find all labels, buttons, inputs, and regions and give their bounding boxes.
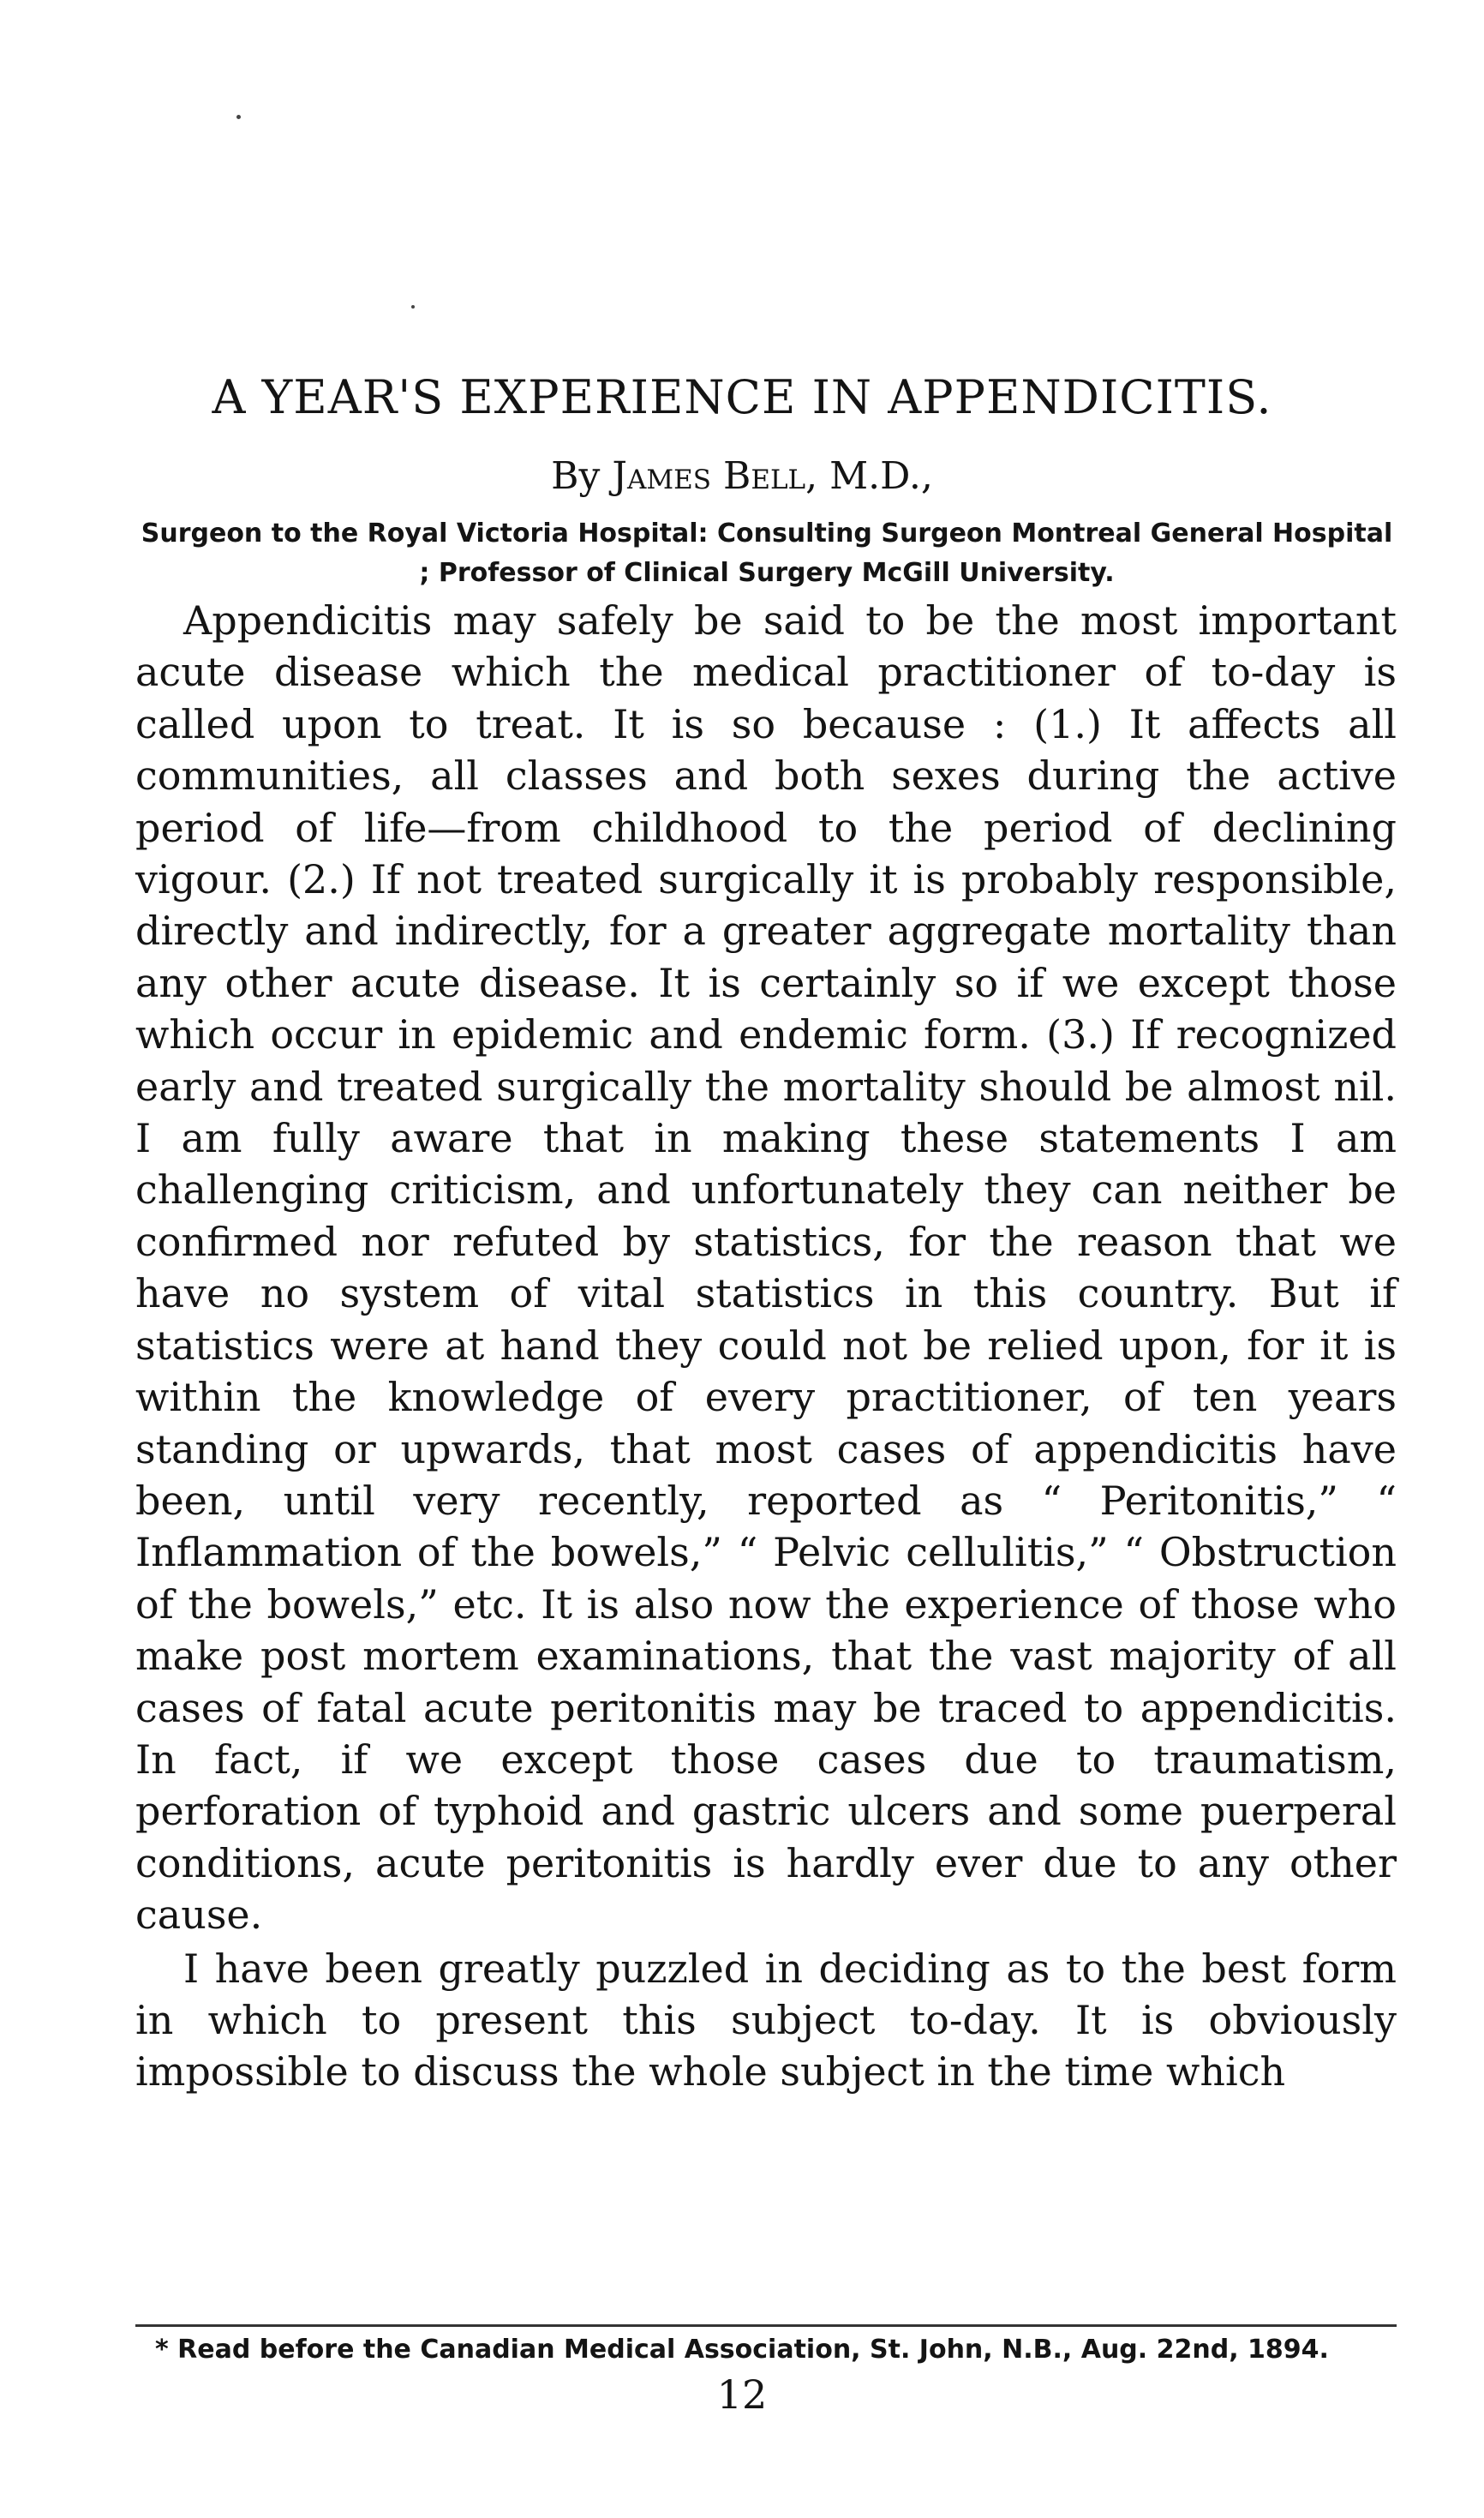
paragraph: Appendicitis may safely be said to be the most important acute disease which the medical practitioner of to-day is called upon to treat. It is so because : (1.) It affects all communities, all classes and both sexes during the active period of life—from childhood to the period of declining vigour. (2.) If not treated surgically it is probably responsible, directly and indirectly, for a greater aggregate mortality than any other acute disease. It is certainly so if we except those which occur in epidemic and endemic form. (3.) If recognized early and treated surgically the mortality should be almost nil. I am fully aware that in making these statements I am challenging criticism, and unfortunately they can neither be confirmed nor refuted by statistics, for the reason that we have no system of vital statistics in this country. But if statistics were at hand they could not be relied upon, for it is within the knowledge of every practitioner, of ten years standing or upwards, that most cases of appendicitis have been, until very recently, reported as “ Peritonitis,” “ Inflammation of the bowels,” “ Pelvic cellulitis,” “ Obstruction of the bowels,” etc. It is also now the experience of those who make post mortem examinations, that the vast majority of all cases of fatal acute peritonitis may be traced to appendicitis. In fact, if we except those cases due to traumatism, perforation of typhoid and gastric ulcers and some puerperal conditions, acute peritonitis is hardly ever due to any other cause.: [135, 597, 1397, 1939]
byline: [0, 454, 1484, 499]
article-body: [135, 595, 1397, 2098]
author-affiliation: Surgeon to the Royal Victoria Hospital: Consulting Surgeon Montreal General Hospital ; Professor of Clinical Surgery McGill University.: [141, 519, 1393, 588]
footnote: * Read before the Canadian Medical Association, St. John, N.B., Aug. 22nd, 1894.: [155, 2335, 1329, 2365]
author-name: James Bell,: [612, 454, 818, 498]
article-title: A YEAR'S EXPERIENCE IN APPENDICITIS.: [212, 370, 1272, 424]
scan-speck: [236, 115, 241, 119]
scan-speck: [411, 305, 415, 309]
byline-prefix: By: [551, 454, 601, 498]
page-number: 12: [716, 2371, 768, 2418]
author-degree: M.D.,: [817, 454, 933, 498]
footnote-divider: [135, 2324, 1397, 2327]
paragraph: I have been greatly puzzled in deciding as to the best form in which to present this subject to-day. It is obviously impossible to discuss the whole subject in the time which: [135, 1945, 1397, 2095]
